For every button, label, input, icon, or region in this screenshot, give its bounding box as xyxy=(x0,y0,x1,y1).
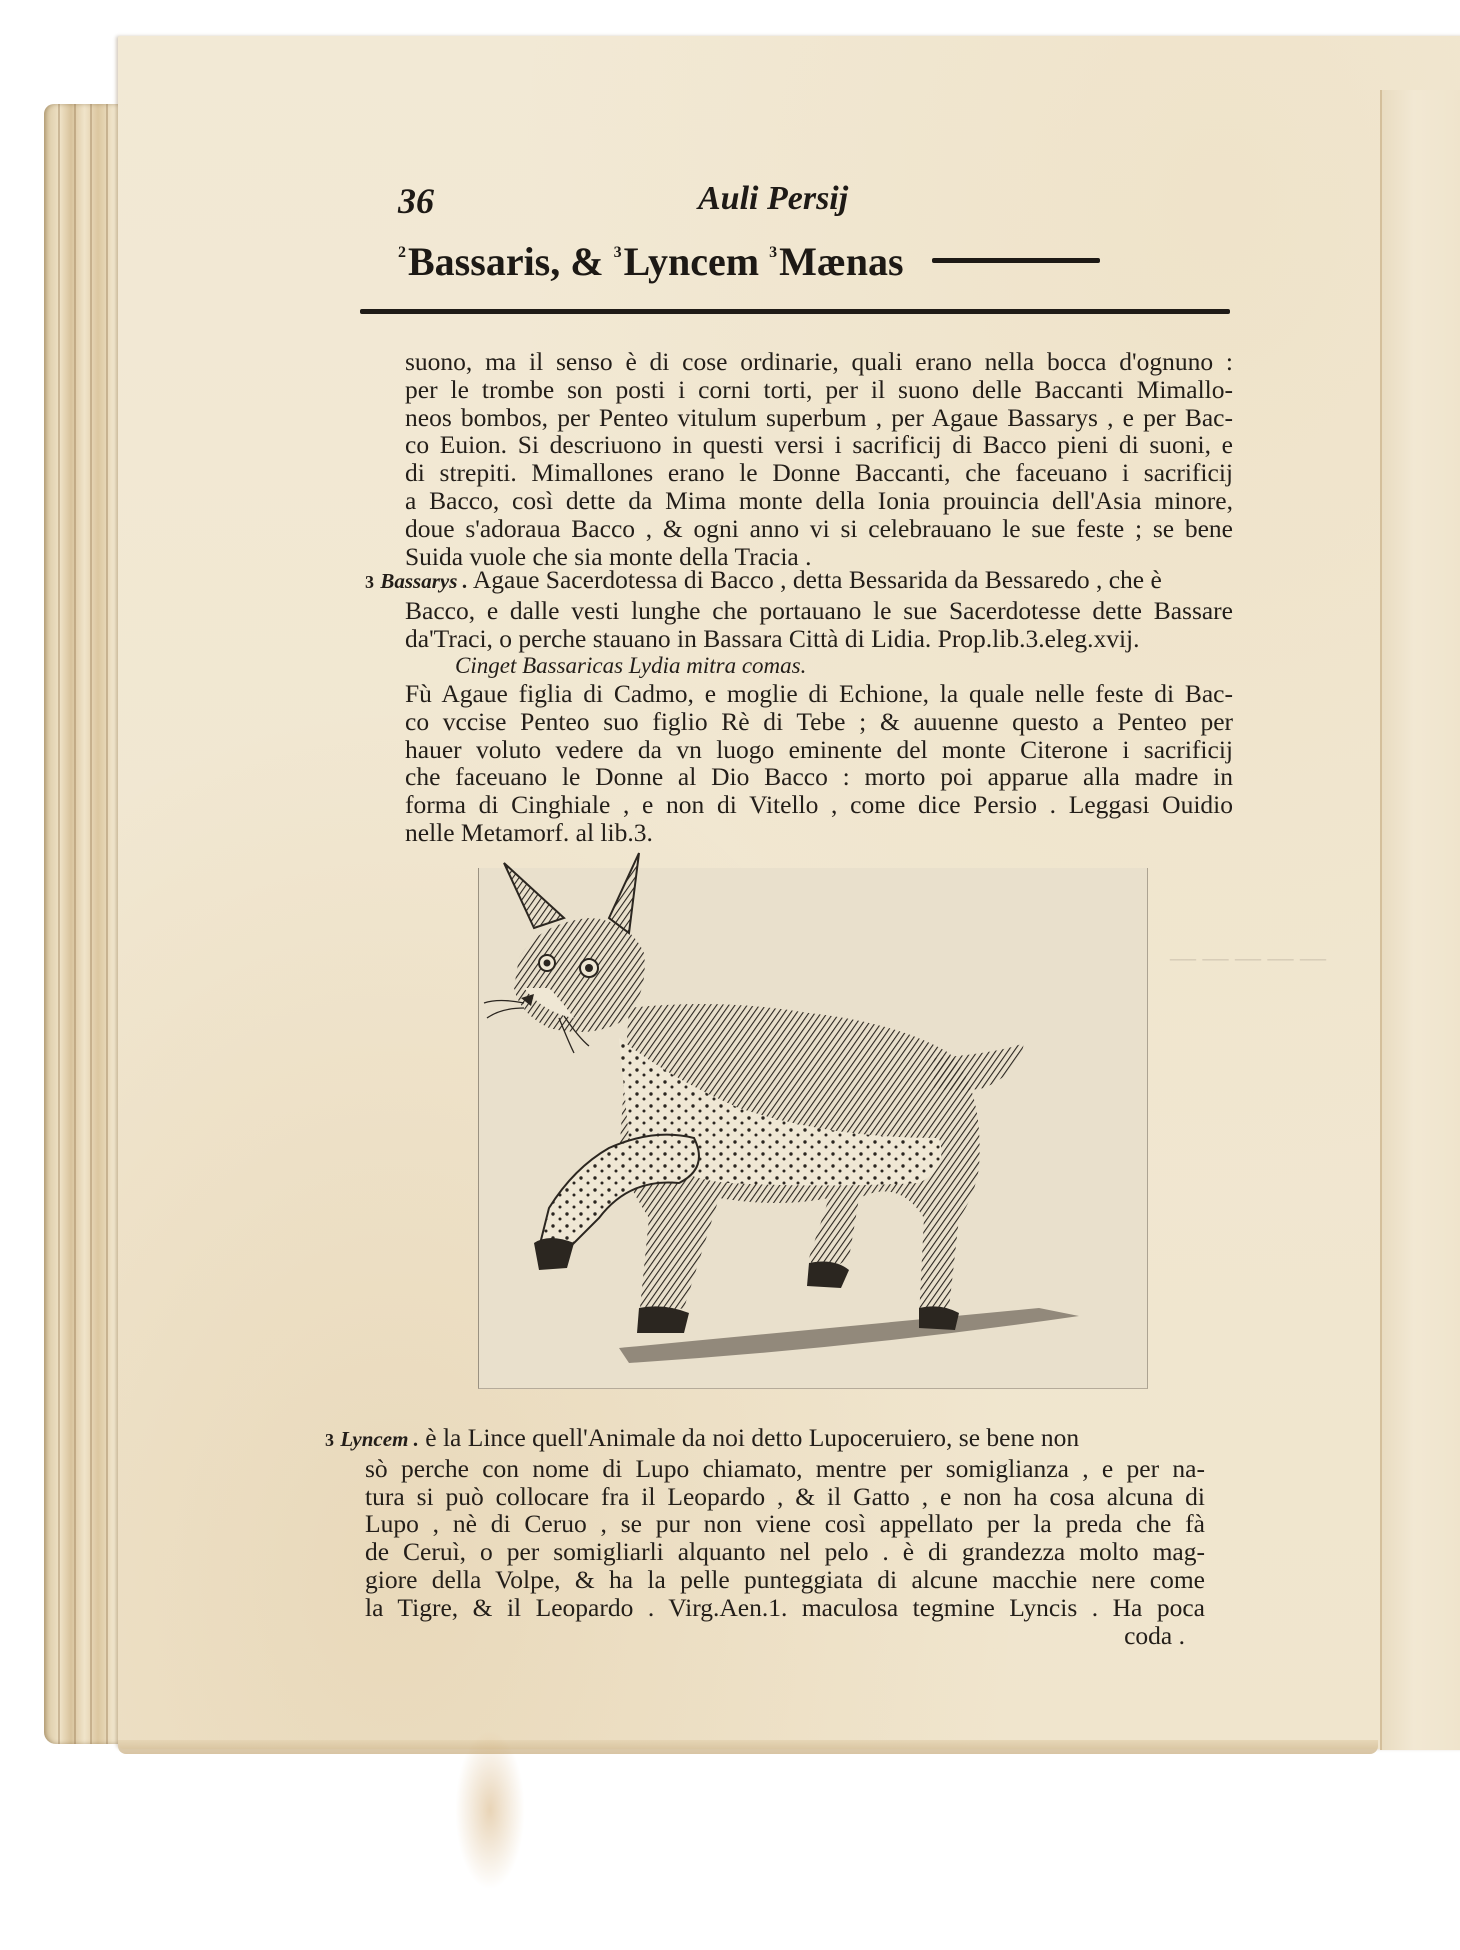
text-line: sò perche con nome di Lupo chiamato, mentre per somiglianza , e per na- xyxy=(365,1453,1205,1483)
text-line: co Euion. Si descriuono in questi versi i sacrificij di Bacco pieni di suoni, e xyxy=(405,430,1233,460)
text-line: co vccise Penteo suo figlio Rè di Tebe ; & auuenne questo a Penteo per xyxy=(405,706,1233,736)
verse-continuation-dash xyxy=(932,258,1100,263)
text-line: è la Lince quell'Animale da noi detto Lupoceruiero, se bene non xyxy=(425,1423,1080,1452)
note-bassarys xyxy=(365,566,1233,680)
verse-lemma-line xyxy=(398,238,1118,288)
running-head xyxy=(398,180,1118,230)
header-rule xyxy=(360,309,1230,314)
verse-word: Mænas xyxy=(779,239,904,284)
note-marker: 3 xyxy=(613,244,622,261)
show-through-text: — — — — — xyxy=(1170,943,1326,972)
page-number: 36 xyxy=(398,181,434,221)
note-marker: 3 xyxy=(769,244,778,261)
note-first-line xyxy=(325,1424,1205,1455)
lynx-engraving xyxy=(478,868,1148,1389)
water-stain xyxy=(455,1730,525,1890)
verse-word: Bassaris, & xyxy=(408,239,604,284)
text-line: forma di Cinghiale , e non di Vitello , come dice Persio . Leggasi Ouidio xyxy=(405,790,1233,820)
note-lemma: Bassarys . xyxy=(380,569,468,593)
text-line: neos bombos, per Penteo vitulum superbum , per Agaue Bassarys , e per Bac- xyxy=(405,402,1233,432)
text-line: doue s'adoraua Bacco , & ogni anno vi si celebrauano le sue feste ; se bene xyxy=(405,513,1233,543)
note-lyncem xyxy=(325,1424,1205,1649)
catchword: coda . xyxy=(1124,1620,1185,1650)
page-edge-line xyxy=(90,104,92,1744)
text-line: a Bacco, così dette da Mima monte della Ionia prouincia dell'Asia minore, xyxy=(405,485,1233,515)
text-line: Agaue Sacerdotessa di Bacco , detta Bessarida da Bessaredo , che è xyxy=(472,565,1162,594)
text-line: da'Traci, o perche stauano in Bassara Città di Lidia. Prop.lib.3.eleg.xvij. xyxy=(405,623,1140,653)
note-marker: 3 xyxy=(325,1430,334,1450)
page-edge-line xyxy=(74,104,76,1744)
text-line: Fù Agaue figlia di Cadmo, e moglie di Echione, la quale nelle feste di Bac- xyxy=(405,679,1233,708)
page-edge-line xyxy=(106,104,108,1744)
running-title: Auli Persij xyxy=(698,180,849,217)
text-line: tura si può collocare fra il Leopardo , & il Gatto , e non ha cosa alcuna di xyxy=(365,1481,1205,1511)
text-line: de Ceruì, o per somigliarli alquanto nel pelo . è di grandezza molto mag- xyxy=(365,1537,1205,1567)
verse-word: Lyncem xyxy=(623,239,760,284)
note-marker: 2 xyxy=(398,244,406,261)
note-lemma: Lyncem . xyxy=(340,1427,419,1451)
text-line: hauer voluto vedere da vn luogo eminente del monte Citerone i sacrificij xyxy=(405,734,1233,764)
note-first-line xyxy=(365,566,1233,597)
text-line: giore della Volpe, & ha la pelle punteggiata di alcune macchie nere come xyxy=(365,1564,1205,1594)
text-line: che faceuano le Donne al Dio Bacco : morto poi apparue alla madre in xyxy=(405,762,1233,792)
commentary-paragraph xyxy=(405,348,1233,570)
text-line: la Tigre, & il Leopardo . Virg.Aen.1. maculosa tegmine Lyncis . Ha poca xyxy=(365,1592,1205,1622)
facing-page-edge xyxy=(1380,90,1460,1750)
text-line: di strepiti. Mimallones erano le Donne Baccanti, che faceuano i sacrificij xyxy=(405,458,1233,488)
note-marker: 3 xyxy=(365,572,374,592)
text-line: nelle Metamorf. al lib.3. xyxy=(405,817,653,847)
page-edge-line xyxy=(58,104,60,1744)
text-line: per le trombe son posti i corni torti, per il suono delle Baccanti Mimallo- xyxy=(405,374,1233,404)
latin-quotation: Cinget Bassaricas Lydia mitra comas. xyxy=(455,653,807,679)
commentary-paragraph xyxy=(405,680,1233,847)
text-line: suono, ma il senso è di cose ordinarie, quali erano nella bocca d'ognuno : xyxy=(405,347,1233,376)
text-line: Lupo , nè di Ceruo , se pur non viene così appellato per la preda che fà xyxy=(365,1509,1205,1539)
text-line: Bacco, e dalle vesti lunghe che portauano le sue Sacerdotesse dette Bassare xyxy=(405,595,1233,625)
lynx-illustration-icon xyxy=(479,838,1147,1398)
text-line: Suida vuole che sia monte della Tracia . xyxy=(405,541,812,571)
page-bottom-edge xyxy=(118,1740,1378,1754)
